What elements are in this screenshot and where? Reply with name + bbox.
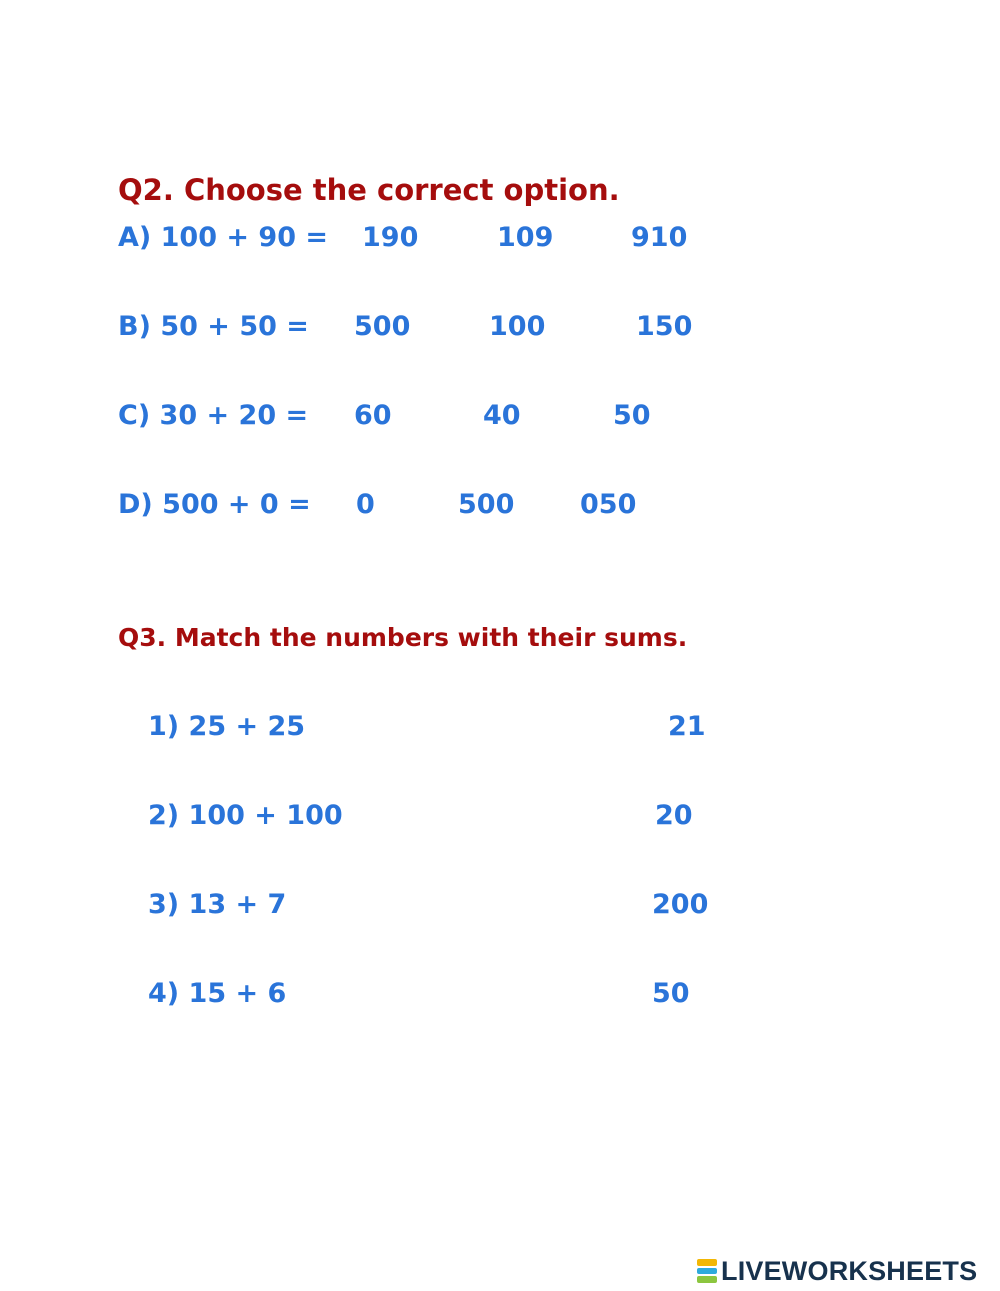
q3-left-item-3[interactable]: 3) 13 + 7 bbox=[148, 889, 287, 920]
liveworksheets-logo bbox=[697, 1256, 977, 1286]
liveworksheets-logo-icon bbox=[697, 1259, 717, 1283]
q2-a-option-1[interactable]: 190 bbox=[362, 222, 419, 253]
q2-d-option-1[interactable]: 0 bbox=[356, 489, 375, 520]
q3-right-item-1[interactable]: 21 bbox=[668, 711, 706, 742]
q2-d-option-3[interactable]: 050 bbox=[580, 489, 637, 520]
liveworksheets-logo-text: LIVEWORKSHEETS bbox=[721, 1255, 978, 1286]
q2-b-option-3[interactable]: 150 bbox=[636, 311, 693, 342]
q2-c-option-3[interactable]: 50 bbox=[613, 400, 651, 431]
q3-left-item-4[interactable]: 4) 15 + 6 bbox=[148, 978, 287, 1009]
logo-block-middle bbox=[697, 1268, 717, 1275]
q2-question-d: D) 500 + 0 = bbox=[118, 489, 311, 520]
logo-block-bottom bbox=[697, 1276, 717, 1283]
q2-title: Q2. Choose the correct option. bbox=[118, 173, 620, 207]
q3-title: Q3. Match the numbers with their sums. bbox=[118, 623, 688, 652]
q3-left-item-2[interactable]: 2) 100 + 100 bbox=[148, 800, 343, 831]
q2-question-b: B) 50 + 50 = bbox=[118, 311, 309, 342]
q2-a-option-2[interactable]: 109 bbox=[497, 222, 554, 253]
q2-c-option-1[interactable]: 60 bbox=[354, 400, 392, 431]
q2-c-option-2[interactable]: 40 bbox=[483, 400, 521, 431]
logo-block-top bbox=[697, 1259, 717, 1266]
q2-d-option-2[interactable]: 500 bbox=[458, 489, 515, 520]
q2-question-c: C) 30 + 20 = bbox=[118, 400, 309, 431]
q3-right-item-2[interactable]: 20 bbox=[655, 800, 693, 831]
q3-left-item-1[interactable]: 1) 25 + 25 bbox=[148, 711, 306, 742]
q3-right-item-4[interactable]: 50 bbox=[652, 978, 690, 1009]
q3-right-item-3[interactable]: 200 bbox=[652, 889, 709, 920]
q2-b-option-1[interactable]: 500 bbox=[354, 311, 411, 342]
q2-b-option-2[interactable]: 100 bbox=[489, 311, 546, 342]
q2-a-option-3[interactable]: 910 bbox=[631, 222, 688, 253]
q2-question-a: A) 100 + 90 = bbox=[118, 222, 329, 253]
